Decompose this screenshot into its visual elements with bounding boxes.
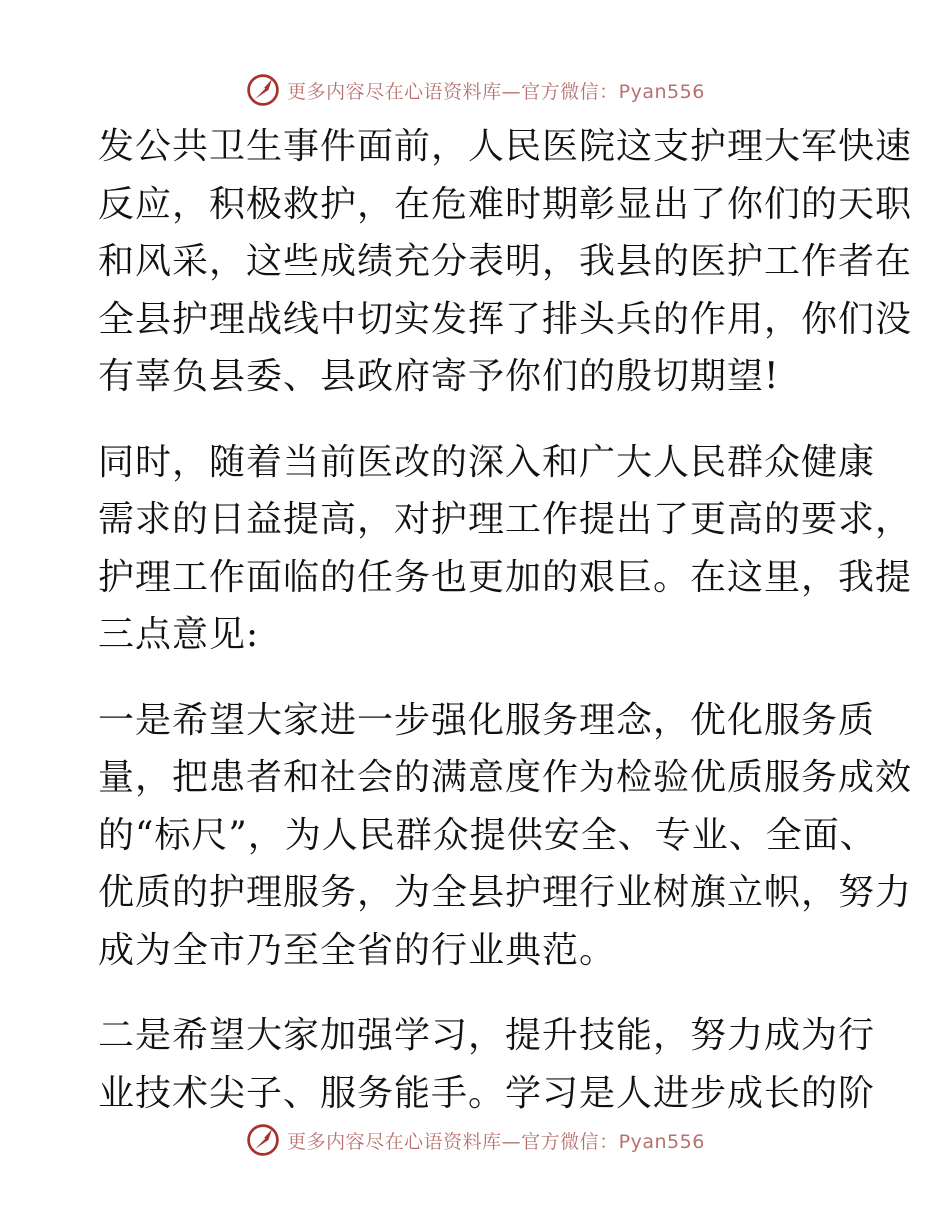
text-line: 一是希望大家进一步强化服务理念，优化服务质 — [98, 699, 876, 741]
text-line: 二是希望大家加强学习，提升技能，努力成为行 — [98, 1015, 876, 1056]
footer-watermark-banner — [0, 1120, 950, 1160]
footer-watermark-text: 更多内容尽在心语资料库—官方微信：Pyan556 — [287, 1130, 705, 1153]
text-line: 成为全市乃至全省的行业典范。 — [98, 929, 617, 971]
text-line: 量，把患者和社会的满意度作为检验优质服务成效 — [98, 757, 913, 798]
quill-pen-logo-icon — [245, 1122, 281, 1158]
document-body — [98, 118, 913, 1122]
quill-pen-logo-icon — [245, 72, 281, 108]
paragraph-3 — [98, 692, 913, 980]
paragraph-1 — [98, 118, 913, 406]
text-line: 需求的日益提高，对护理工作提出了更高的要求， — [98, 499, 913, 540]
paragraph-spacer — [98, 406, 858, 434]
header-watermark-text: 更多内容尽在心语资料库—官方微信：Pyan556 — [287, 80, 705, 103]
paragraph-spacer — [98, 979, 858, 1007]
text-line: 全县护理战线中切实发挥了排头兵的作用，你们没 — [98, 298, 913, 340]
text-line: 和风采，这些成绩充分表明，我县的医护工作者在 — [98, 241, 913, 282]
paragraph-spacer — [98, 664, 858, 692]
text-line: 三点意见: — [98, 614, 260, 655]
header-watermark-banner — [0, 70, 950, 110]
text-line: 的“标尺”，为人民群众提供安全、专业、全面、 — [98, 814, 877, 856]
text-line: 同时，随着当前医改的深入和广大人民群众健康 — [98, 441, 876, 483]
paragraph-4 — [98, 1007, 876, 1122]
text-line: 业技术尖子、服务能手。学习是人进步成长的阶 — [98, 1072, 876, 1114]
text-line: 反应，积极救护，在危难时期彰显出了你们的天职 — [98, 183, 913, 225]
text-line: 优质的护理服务，为全县护理行业树旗立帜，努力 — [98, 872, 913, 913]
text-line: 发公共卫生事件面前，人民医院这支护理大军快速 — [98, 126, 913, 167]
paragraph-2 — [98, 434, 913, 664]
text-line: 护理工作面临的任务也更加的艰巨。在这里，我提 — [98, 556, 913, 598]
text-line: 有辜负县委、县政府寄予你们的殷切期望! — [98, 356, 780, 397]
